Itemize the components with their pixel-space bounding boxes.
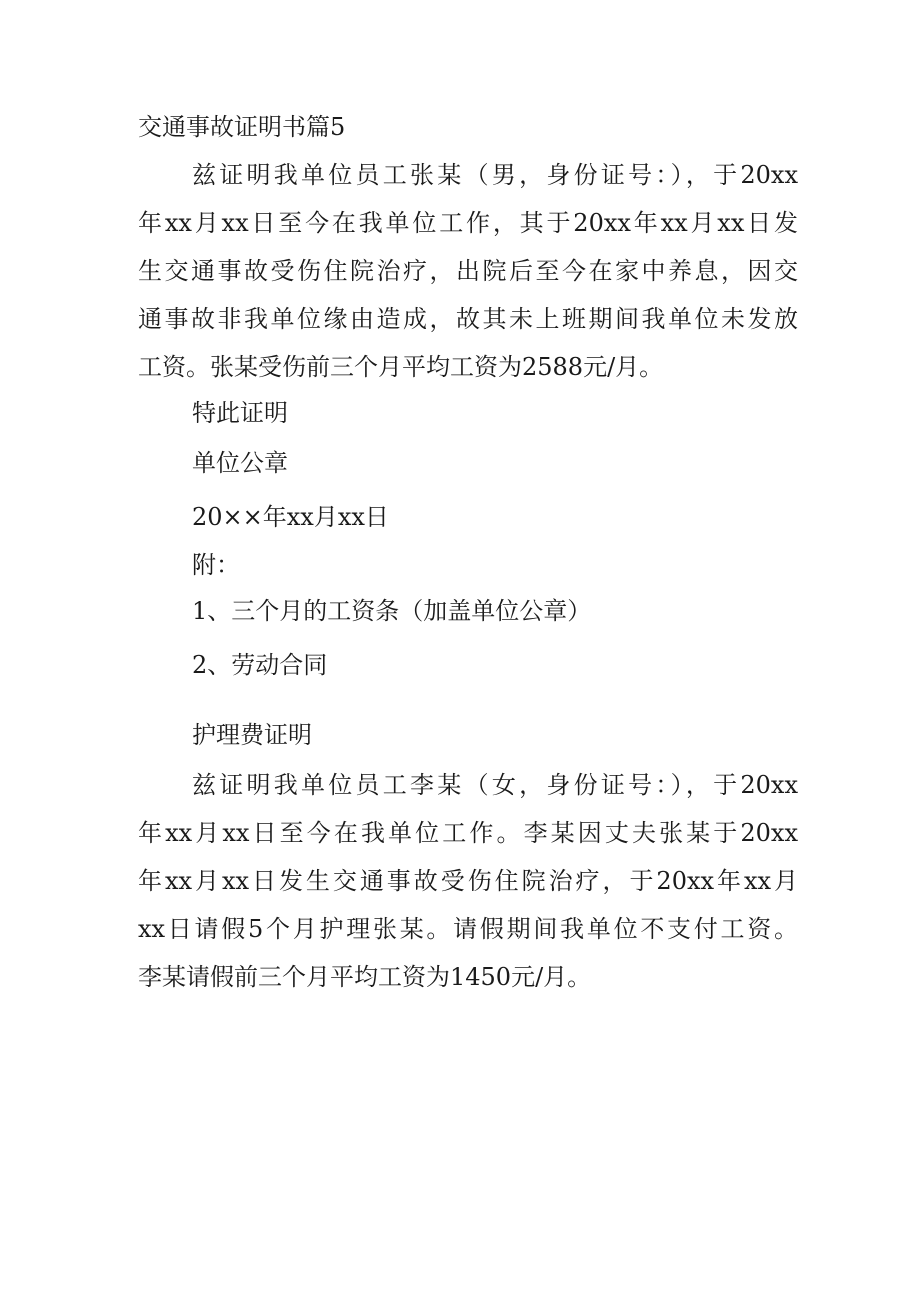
nursing-body-line-4: xx日请假5个月护理张某。请假期间我单位不支付工资。 bbox=[138, 915, 798, 943]
closing-text: 特此证明 bbox=[192, 399, 288, 427]
certificate-body-line-2: 年xx月xx日至今在我单位工作，其于20xx年xx月xx日发 bbox=[138, 209, 798, 237]
attachments-label: 附： bbox=[192, 551, 240, 579]
section-title-nursing: 护理费证明 bbox=[192, 721, 312, 749]
certificate-body-line-3: 生交通事故受伤住院治疗，出院后至今在家中养息，因交 bbox=[138, 257, 798, 285]
nursing-body-line-2: 年xx月xx日至今在我单位工作。李某因丈夫张某于20xx bbox=[138, 819, 798, 847]
document-title: 交通事故证明书篇5 bbox=[138, 113, 346, 141]
seal-label: 单位公章 bbox=[192, 449, 288, 477]
certificate-body-line-4: 通事故非我单位缘由造成，故其未上班期间我单位未发放 bbox=[138, 305, 798, 333]
nursing-body-line-1: 兹证明我单位员工李某（女，身份证号：），于20xx bbox=[192, 771, 798, 799]
nursing-body-line-3: 年xx月xx日发生交通事故受伤住院治疗，于20xx年xx月 bbox=[138, 867, 798, 895]
attachment-item-1: 1、三个月的工资条（加盖单位公章） bbox=[192, 597, 592, 625]
nursing-body-line-5: 李某请假前三个月平均工资为1450元/月。 bbox=[138, 963, 592, 991]
certificate-body-line-1: 兹证明我单位员工张某（男，身份证号：），于20xx bbox=[192, 161, 798, 189]
attachment-item-2: 2、劳动合同 bbox=[192, 651, 328, 679]
certificate-body-line-5: 工资。张某受伤前三个月平均工资为2588元/月。 bbox=[138, 353, 664, 381]
certificate-date: 20××年xx月xx日 bbox=[192, 503, 389, 531]
